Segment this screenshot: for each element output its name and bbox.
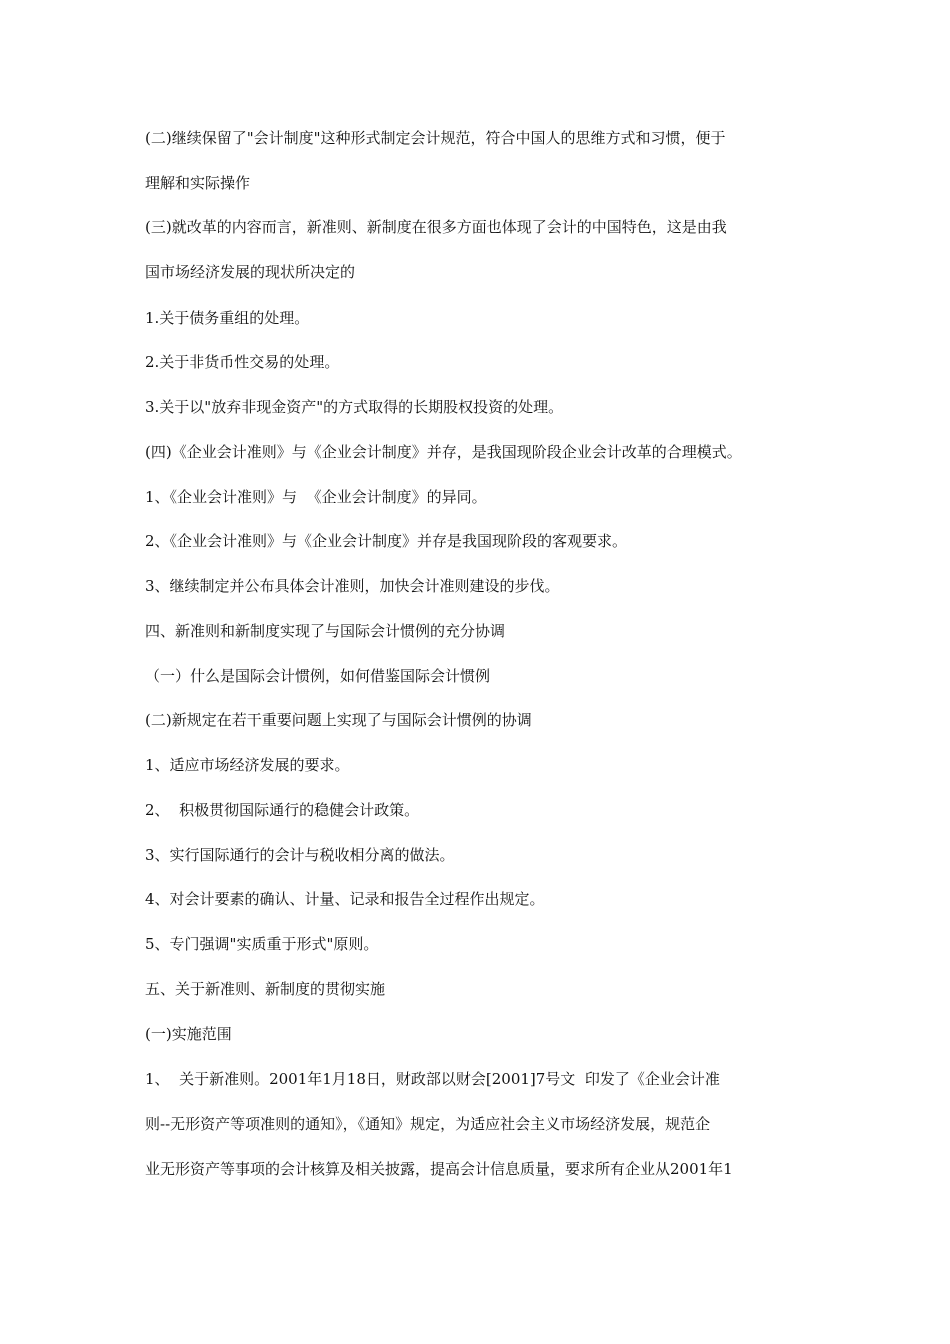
text-line: (四)《企业会计准则》与《企业会计制度》并存，是我国现阶段企业会计改革的合理模式。 bbox=[145, 443, 742, 461]
text-line: (一)实施范围 bbox=[145, 1025, 232, 1043]
text-line: 2、《企业会计准则》与《企业会计制度》并存是我国现阶段的客观要求。 bbox=[145, 532, 628, 550]
text-line: 3、实行国际通行的会计与税收相分离的做法。 bbox=[145, 846, 455, 864]
text-line: 2.关于非货币性交易的处理。 bbox=[145, 353, 340, 371]
text-line: 五、关于新准则、新制度的贯彻实施 bbox=[145, 980, 386, 998]
text-line: 2、 积极贯彻国际通行的稳健会计政策。 bbox=[145, 801, 420, 819]
text-line: (二)继续保留了"会计制度"这种形式制定会计规范，符合中国人的思维方式和习惯，便于 bbox=[145, 129, 726, 147]
text-line: 1、 关于新准则。2001年1月18日，财政部以财会[2001]7号文 印发了《企业会计准 bbox=[145, 1070, 720, 1088]
text-line: 业无形资产等事项的会计核算及相关披露，提高会计信息质量，要求所有企业从2001年1 bbox=[145, 1160, 733, 1178]
text-line: 四、新准则和新制度实现了与国际会计惯例的充分协调 bbox=[145, 622, 506, 640]
text-line: 1、适应市场经济发展的要求。 bbox=[145, 756, 350, 774]
text-line: (三)就改革的内容而言，新准则、新制度在很多方面也体现了会计的中国特色，这是由我 bbox=[145, 218, 727, 236]
text-line: 理解和实际操作 bbox=[145, 174, 251, 192]
text-line: 4、对会计要素的确认、计量、记录和报告全过程作出规定。 bbox=[145, 890, 545, 908]
text-line: 3.关于以"放弃非现金资产"的方式取得的长期股权投资的处理。 bbox=[145, 398, 564, 416]
text-line: 3、继续制定并公布具体会计准则，加快会计准则建设的步伐。 bbox=[145, 577, 560, 595]
text-line: 则--无形资产等项准则的通知》，《通知》规定，为适应社会主义市场经济发展，规范企 bbox=[145, 1115, 711, 1133]
text-line: 1、《企业会计准则》与 《企业会计制度》的异同。 bbox=[145, 488, 487, 506]
text-line: （一）什么是国际会计惯例，如何借鉴国际会计惯例 bbox=[145, 667, 491, 685]
text-line: 5、专门强调"实质重于形式"原则。 bbox=[145, 935, 379, 953]
text-line: 国市场经济发展的现状所决定的 bbox=[145, 263, 356, 281]
text-line: 1.关于债务重组的处理。 bbox=[145, 309, 310, 327]
text-line: (二)新规定在若干重要问题上实现了与国际会计惯例的协调 bbox=[145, 711, 532, 729]
